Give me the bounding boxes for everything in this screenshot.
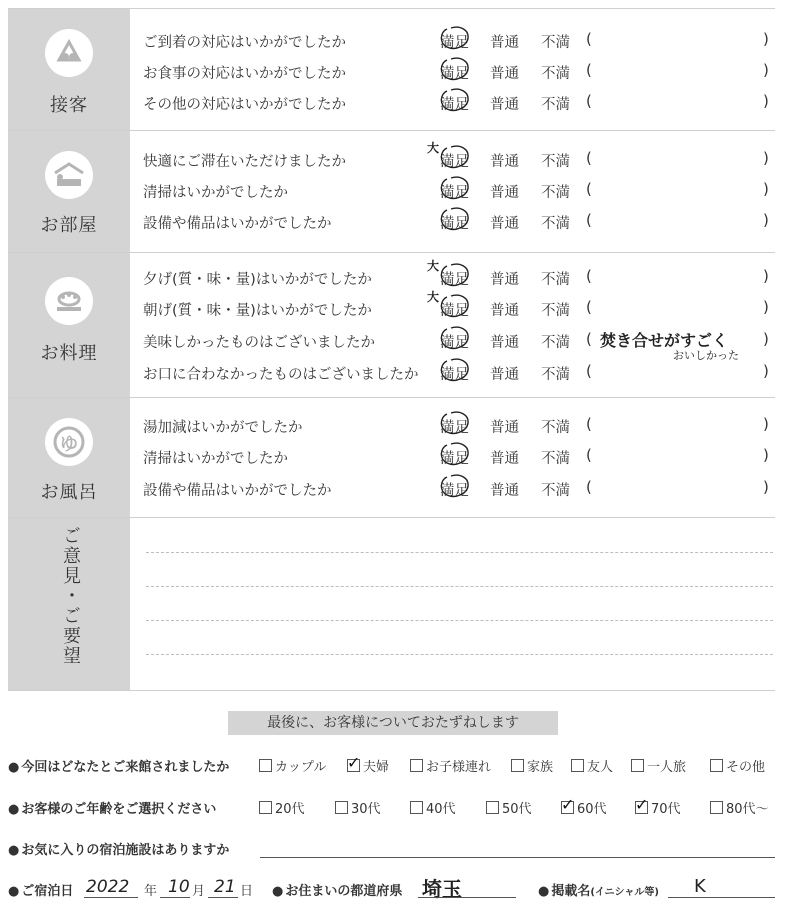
option-normal[interactable]: 普通 bbox=[490, 335, 519, 351]
option-satisfied[interactable]: 満足 bbox=[440, 216, 469, 232]
bullet: ● bbox=[8, 802, 20, 817]
checkbox[interactable] bbox=[410, 759, 423, 772]
option-dissatisfied[interactable]: 不満 bbox=[541, 335, 570, 351]
favorite-question bbox=[8, 839, 229, 858]
handwritten-note: おいしかった bbox=[673, 349, 739, 362]
option-satisfied[interactable]: 満足 bbox=[440, 272, 469, 288]
open-paren: ( bbox=[586, 211, 592, 229]
bullet: ● bbox=[8, 843, 20, 858]
dai-mark: 大 bbox=[427, 290, 440, 304]
checkbox[interactable] bbox=[410, 801, 423, 814]
checkbox-option[interactable] bbox=[259, 798, 305, 817]
stay-year-unit: 年 bbox=[144, 884, 158, 899]
prefecture-label bbox=[272, 880, 402, 899]
checkbox-label: 60代 bbox=[577, 802, 607, 817]
option-satisfied[interactable]: 満足 bbox=[440, 303, 469, 319]
option-normal[interactable]: 普通 bbox=[490, 216, 519, 232]
question-text: お口に合わなかったものはございましたか bbox=[143, 367, 419, 383]
close-paren: ) bbox=[763, 61, 769, 79]
question-text: 清掃はいかがでしたか bbox=[143, 185, 288, 201]
checkbox-label: お子様連れ bbox=[426, 760, 492, 775]
opinion-label: ご意見・ご要望 bbox=[60, 526, 81, 666]
reception-icon bbox=[45, 29, 93, 77]
checkbox-label: 40代 bbox=[426, 802, 456, 817]
prefecture-line bbox=[418, 897, 516, 898]
dai-mark: 大 bbox=[427, 141, 440, 155]
dai-mark: 大 bbox=[427, 259, 440, 273]
checkbox-label: 家族 bbox=[527, 760, 554, 775]
option-dissatisfied[interactable]: 不満 bbox=[541, 483, 570, 499]
handwritten-note: 焚き合せがすごく bbox=[600, 331, 729, 350]
checkbox-label: 夫婦 bbox=[363, 760, 390, 775]
option-dissatisfied[interactable]: 不満 bbox=[541, 451, 570, 467]
open-paren: ( bbox=[586, 92, 592, 110]
checkbox[interactable] bbox=[259, 759, 272, 772]
stay-day-unit: 日 bbox=[240, 884, 254, 899]
favorite-question-text: お気に入りの宿泊施設はありますか bbox=[21, 843, 230, 858]
option-satisfied[interactable]: 満足 bbox=[440, 66, 469, 82]
option-satisfied[interactable]: 満足 bbox=[440, 154, 469, 170]
option-normal[interactable]: 普通 bbox=[490, 185, 519, 201]
option-normal[interactable]: 普通 bbox=[490, 35, 519, 51]
section-label: お料理 bbox=[40, 343, 98, 364]
open-paren: ( bbox=[586, 330, 592, 348]
writing-line bbox=[146, 620, 773, 621]
question-text: 美味しかったものはございましたか bbox=[143, 335, 375, 351]
companion-question bbox=[8, 756, 229, 775]
age-question bbox=[8, 798, 216, 817]
option-dissatisfied[interactable]: 不満 bbox=[541, 216, 570, 232]
close-paren: ) bbox=[763, 149, 769, 167]
checkbox-label: 30代 bbox=[351, 802, 381, 817]
open-paren: ( bbox=[586, 446, 592, 464]
stay-year-value[interactable]: 2022 bbox=[86, 877, 130, 897]
close-paren: ) bbox=[763, 92, 769, 110]
checkbox[interactable] bbox=[631, 759, 644, 772]
option-dissatisfied[interactable]: 不満 bbox=[541, 97, 570, 113]
close-paren: ) bbox=[763, 362, 769, 380]
option-normal[interactable]: 普通 bbox=[490, 303, 519, 319]
checkbox-label: 友人 bbox=[587, 760, 614, 775]
stay-date-label bbox=[8, 880, 73, 899]
checkbox-option[interactable] bbox=[571, 756, 613, 775]
option-satisfied[interactable]: 満足 bbox=[440, 420, 469, 436]
checkbox-label: 70代 bbox=[651, 802, 681, 817]
section-label: お部屋 bbox=[40, 215, 98, 236]
option-dissatisfied[interactable]: 不満 bbox=[541, 185, 570, 201]
option-normal[interactable]: 普通 bbox=[490, 97, 519, 113]
pen-name-sub: (イニシャル等) bbox=[590, 887, 659, 898]
pen-name-label bbox=[538, 880, 659, 899]
bullet: ● bbox=[538, 884, 550, 899]
stay-month-line bbox=[160, 897, 190, 898]
checkbox-option[interactable] bbox=[710, 798, 769, 817]
bullet: ● bbox=[8, 884, 20, 899]
section-bath bbox=[8, 397, 775, 518]
checkbox[interactable] bbox=[710, 759, 723, 772]
option-satisfied[interactable]: 満足 bbox=[440, 367, 469, 383]
option-satisfied[interactable]: 満足 bbox=[440, 97, 469, 113]
checkbox-option[interactable] bbox=[335, 798, 381, 817]
check-mark-icon: ✓ bbox=[635, 795, 649, 814]
bath-icon-char: ゆ bbox=[60, 434, 78, 455]
section-label: お風呂 bbox=[40, 482, 98, 503]
close-paren: ) bbox=[763, 478, 769, 496]
checkbox-option[interactable] bbox=[347, 753, 390, 775]
question-text: 設備や備品はいかがでしたか bbox=[143, 216, 332, 232]
close-paren: ) bbox=[763, 446, 769, 464]
section-side-panel bbox=[8, 518, 130, 690]
option-normal[interactable]: 普通 bbox=[490, 367, 519, 383]
checkbox-label: カップル bbox=[275, 760, 327, 775]
room-icon bbox=[45, 151, 93, 199]
checkbox[interactable] bbox=[511, 759, 524, 772]
option-normal[interactable]: 普通 bbox=[490, 420, 519, 436]
question-text: その他の対応はいかがでしたか bbox=[143, 97, 346, 113]
writing-line bbox=[146, 586, 773, 587]
stay-date-label-text: ご宿泊日 bbox=[21, 884, 74, 899]
stay-year-line bbox=[84, 897, 138, 898]
stay-month-value[interactable]: 10 bbox=[168, 877, 190, 897]
prefecture-label-text: お住まいの都道府県 bbox=[285, 884, 403, 899]
option-dissatisfied[interactable]: 不満 bbox=[541, 35, 570, 51]
section-reception bbox=[8, 8, 775, 131]
section-side-panel bbox=[8, 398, 130, 518]
checkbox[interactable] bbox=[571, 759, 584, 772]
option-satisfied[interactable]: 満足 bbox=[440, 35, 469, 51]
checkbox-option[interactable] bbox=[631, 756, 686, 775]
close-paren: ) bbox=[763, 415, 769, 433]
close-paren: ) bbox=[763, 298, 769, 316]
pen-name-line bbox=[668, 897, 775, 898]
checkbox-option[interactable] bbox=[410, 798, 456, 817]
question-text: お食事の対応はいかがでしたか bbox=[143, 66, 346, 82]
checkbox-option[interactable] bbox=[511, 756, 553, 775]
checkbox[interactable] bbox=[486, 801, 499, 814]
option-satisfied[interactable]: 満足 bbox=[440, 451, 469, 467]
option-normal[interactable]: 普通 bbox=[490, 483, 519, 499]
open-paren: ( bbox=[586, 298, 592, 316]
close-paren: ) bbox=[763, 211, 769, 229]
stay-day-value[interactable]: 21 bbox=[214, 877, 236, 897]
bath-icon bbox=[45, 418, 93, 466]
checkbox-option[interactable] bbox=[635, 795, 681, 817]
checkbox-option[interactable] bbox=[710, 756, 765, 775]
open-paren: ( bbox=[586, 30, 592, 48]
cuisine-icon bbox=[45, 277, 93, 325]
check-mark-icon: ✓ bbox=[347, 753, 361, 772]
option-normal[interactable]: 普通 bbox=[490, 66, 519, 82]
option-normal[interactable]: 普通 bbox=[490, 451, 519, 467]
checkbox-label: その他 bbox=[726, 760, 766, 775]
writing-line bbox=[146, 552, 773, 553]
question-text: 朝げ(質・味・量)はいかがでしたか bbox=[143, 303, 372, 319]
open-paren: ( bbox=[586, 61, 592, 79]
open-paren: ( bbox=[586, 267, 592, 285]
option-dissatisfied[interactable]: 不満 bbox=[541, 66, 570, 82]
writing-line bbox=[146, 654, 773, 655]
open-paren: ( bbox=[586, 149, 592, 167]
opinion-writing-area[interactable] bbox=[138, 518, 775, 690]
option-dissatisfied[interactable]: 不満 bbox=[541, 272, 570, 288]
open-paren: ( bbox=[586, 478, 592, 496]
checkbox[interactable] bbox=[710, 801, 723, 814]
close-paren: ) bbox=[763, 330, 769, 348]
open-paren: ( bbox=[586, 180, 592, 198]
checkbox-label: 50代 bbox=[502, 802, 532, 817]
option-normal[interactable]: 普通 bbox=[490, 272, 519, 288]
checkbox-option[interactable] bbox=[561, 795, 607, 817]
checkbox-label: 80代〜 bbox=[726, 802, 769, 817]
option-satisfied[interactable]: 満足 bbox=[440, 483, 469, 499]
section-side-panel bbox=[8, 253, 130, 398]
question-text: 設備や備品はいかがでしたか bbox=[143, 483, 332, 499]
question-text: 清掃はいかがでしたか bbox=[143, 451, 288, 467]
question-text: 快適にご滞在いただけましたか bbox=[143, 154, 346, 170]
checkbox[interactable] bbox=[635, 795, 649, 814]
open-paren: ( bbox=[586, 362, 592, 380]
question-text: 夕げ(質・味・量)はいかがでしたか bbox=[143, 272, 372, 288]
age-question-text: お客様のご年齢をご選択ください bbox=[21, 802, 217, 817]
stay-day-line bbox=[208, 897, 238, 898]
option-dissatisfied[interactable]: 不満 bbox=[541, 303, 570, 319]
favorite-answer-line[interactable] bbox=[260, 857, 775, 858]
option-normal[interactable]: 普通 bbox=[490, 154, 519, 170]
option-dissatisfied[interactable]: 不満 bbox=[541, 367, 570, 383]
checkbox[interactable] bbox=[347, 753, 361, 772]
close-paren: ) bbox=[763, 30, 769, 48]
companion-question-text: 今回はどなたとご来館されましたか bbox=[21, 760, 230, 775]
option-dissatisfied[interactable]: 不満 bbox=[541, 154, 570, 170]
close-paren: ) bbox=[763, 267, 769, 285]
section-opinion bbox=[8, 517, 775, 691]
question-text: ご到着の対応はいかがでしたか bbox=[143, 35, 346, 51]
prefecture-value[interactable]: 埼玉 bbox=[422, 877, 462, 901]
checkbox[interactable] bbox=[259, 801, 272, 814]
footer-banner: 最後に、お客様についておたずねします bbox=[228, 711, 558, 735]
checkbox-option[interactable] bbox=[259, 756, 326, 775]
checkbox-option[interactable] bbox=[486, 798, 532, 817]
checkbox-label: 20代 bbox=[275, 802, 305, 817]
section-room bbox=[8, 130, 775, 253]
close-paren: ) bbox=[763, 180, 769, 198]
question-text: 湯加減はいかがでしたか bbox=[143, 420, 303, 436]
check-mark-icon: ✓ bbox=[561, 795, 575, 814]
section-side-panel bbox=[8, 131, 130, 253]
checkbox-label: 一人旅 bbox=[647, 760, 687, 775]
checkbox[interactable] bbox=[335, 801, 348, 814]
bullet: ● bbox=[8, 760, 20, 775]
pen-name-value[interactable]: K bbox=[694, 876, 706, 897]
option-satisfied[interactable]: 満足 bbox=[440, 335, 469, 351]
bullet: ● bbox=[272, 884, 284, 899]
option-dissatisfied[interactable]: 不満 bbox=[541, 420, 570, 436]
open-paren: ( bbox=[586, 415, 592, 433]
section-label: 接客 bbox=[50, 95, 88, 116]
checkbox-option[interactable] bbox=[410, 756, 491, 775]
checkbox[interactable] bbox=[561, 795, 575, 814]
section-side-panel bbox=[8, 9, 130, 131]
option-satisfied[interactable]: 満足 bbox=[440, 185, 469, 201]
pen-name-label-text: 掲載名 bbox=[551, 884, 591, 899]
stay-month-unit: 月 bbox=[192, 884, 206, 899]
